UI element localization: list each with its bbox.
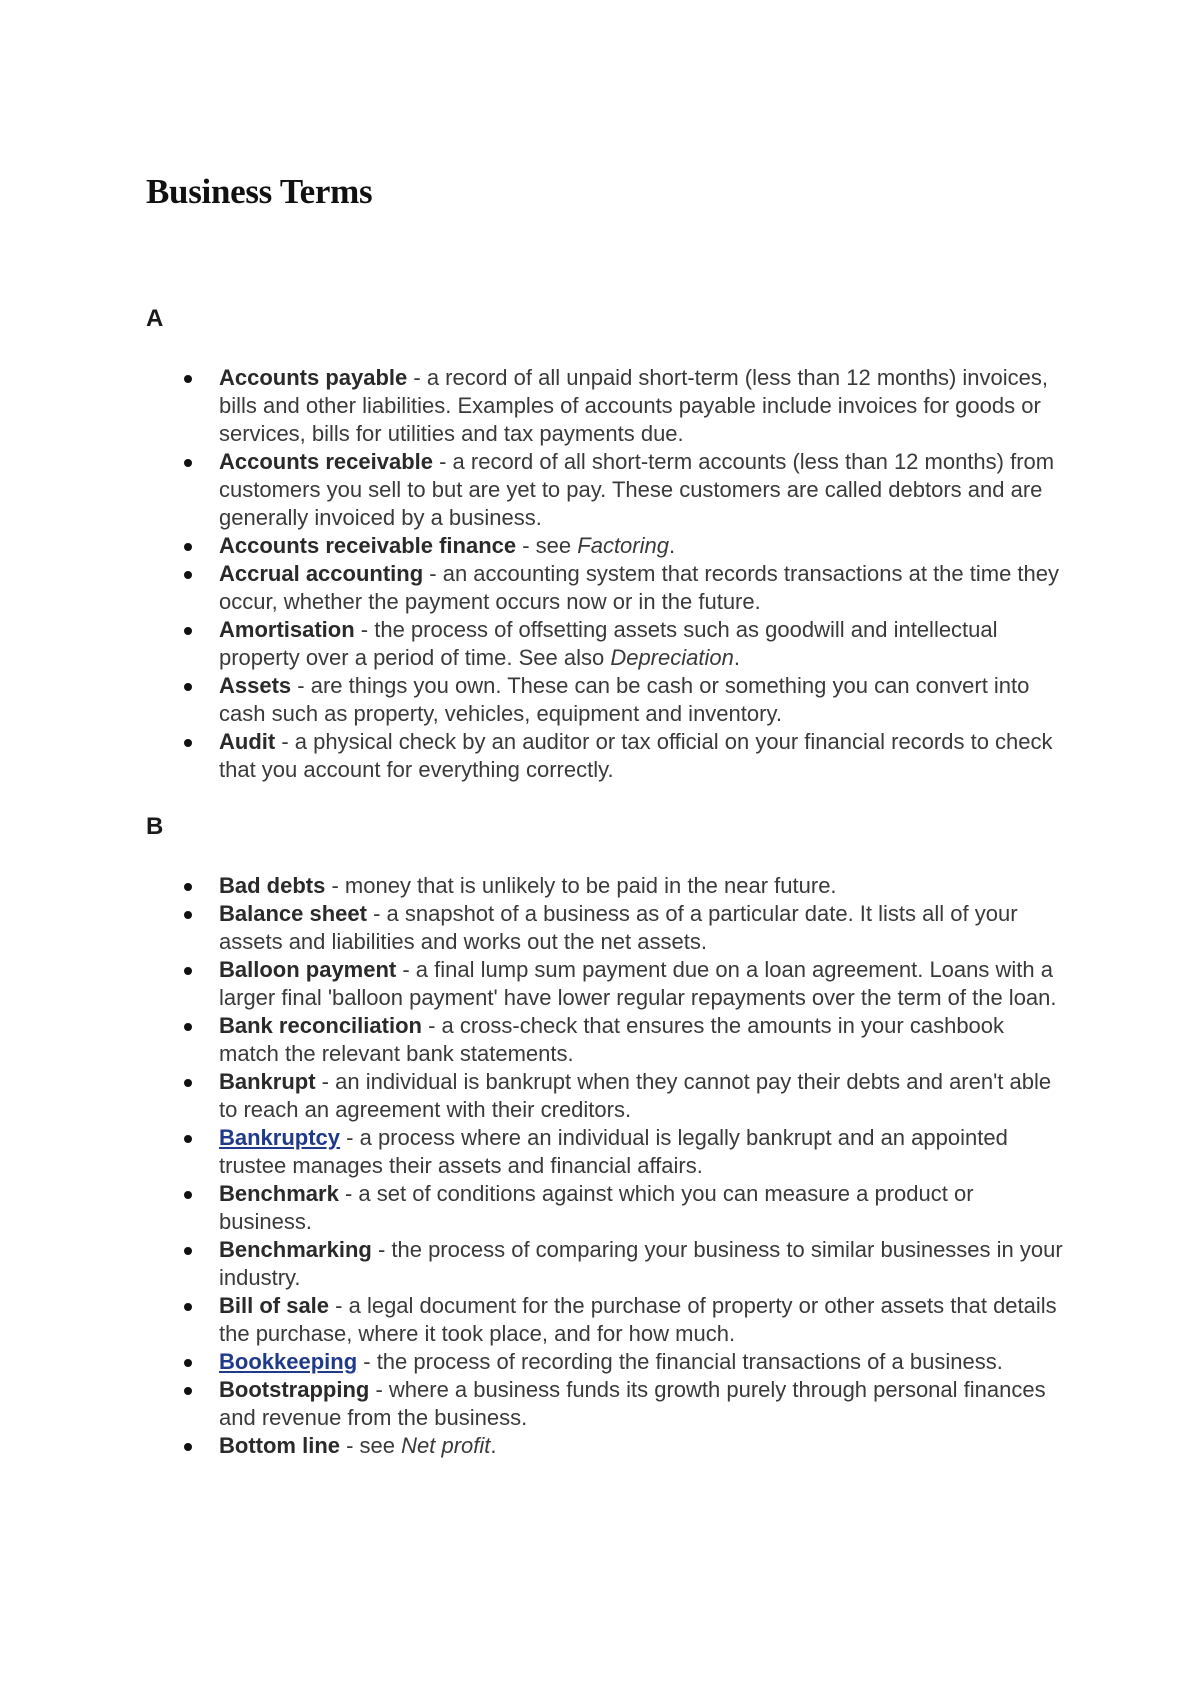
term-label: Bad debts (219, 873, 326, 898)
term-label: Assets (219, 673, 292, 698)
definition-suffix: . (668, 533, 676, 558)
term-label: Accounts receivable (219, 449, 433, 474)
term-definition: - a record of all short-term accounts (less than 12 months) from customers you sell to but are yet to pay. These customers are called debtors and are generally invoiced by a business. (219, 449, 1055, 530)
term-label: Bootstrapping (219, 1377, 370, 1402)
term-label: Balloon payment (219, 957, 397, 982)
term-definition: - an accounting system that records transactions at the time they occur, whether the payment occurs now or in the future. (219, 561, 1060, 614)
bullet-icon (184, 459, 192, 467)
term-label: Benchmarking (219, 1237, 372, 1262)
bullet-icon (184, 967, 192, 975)
bullet-icon (184, 1079, 192, 1087)
term-definition: - where a business funds its growth purely through personal finances and revenue from the business. (219, 1377, 1046, 1430)
glossary-item (146, 1348, 1066, 1376)
term-definition: - a physical check by an auditor or tax official on your financial records to check that you account for everything correctly. (219, 729, 1053, 782)
term-list-b (146, 872, 1066, 1460)
glossary-item (146, 872, 1066, 900)
glossary-item (146, 1068, 1066, 1124)
definition-suffix: . (490, 1433, 497, 1458)
glossary-item (146, 900, 1066, 956)
term-label: Bank reconciliation (219, 1013, 422, 1038)
term-label: Accounts payable (219, 365, 408, 390)
bullet-icon (184, 739, 192, 747)
glossary-item (146, 1012, 1066, 1068)
glossary-item (146, 616, 1066, 672)
glossary-item (146, 1180, 1066, 1236)
bullet-icon (184, 883, 192, 891)
cross-reference: Net profit (401, 1433, 491, 1458)
bullet-icon (184, 1387, 192, 1395)
section-heading-a: A (146, 305, 164, 332)
term-definition: - money that is unlikely to be paid in the near future. (325, 873, 837, 898)
term-label: Accounts receivable finance (219, 533, 517, 558)
term-definition: - a set of conditions against which you can measure a product or business. (219, 1181, 974, 1234)
term-definition: - the process of offsetting assets such as goodwill and intellectual property over a period of time. See also (219, 617, 998, 670)
bullet-icon (184, 1443, 192, 1451)
glossary-item (146, 1124, 1066, 1180)
bullet-icon (184, 1191, 192, 1199)
cross-reference: Factoring (577, 533, 669, 558)
bullet-icon (184, 1135, 192, 1143)
term-label: Bottom line (219, 1433, 340, 1458)
term-link[interactable]: Bankruptcy (219, 1125, 341, 1150)
glossary-item (146, 728, 1066, 784)
term-label: Bankrupt (219, 1069, 316, 1094)
definition-suffix: . (733, 645, 740, 670)
glossary-item (146, 364, 1066, 448)
term-definition: - a process where an individual is legally bankrupt and an appointed trustee manages their assets and financial affairs. (219, 1125, 1008, 1178)
term-definition: - the process of comparing your business to similar businesses in your industry. (219, 1237, 1063, 1290)
term-definition: - are things you own. These can be cash or something you can convert into cash such as property, vehicles, equipment and inventory. (219, 673, 1030, 726)
bullet-icon (184, 543, 192, 551)
bullet-icon (184, 375, 192, 383)
bullet-icon (184, 571, 192, 579)
bullet-icon (184, 1303, 192, 1311)
glossary-item (146, 532, 1066, 560)
term-definition: - a record of all unpaid short-term (less than 12 months) invoices, bills and other liabilities. Examples of accounts payable include invoices for goods or services, bills for utilities and tax payments due. (219, 365, 1049, 446)
term-definition: - a final lump sum payment due on a loan agreement. Loans with a larger final 'balloon payment' have lower regular repayments over the term of the loan. (219, 957, 1057, 1010)
bullet-icon (184, 1359, 192, 1367)
glossary-item (146, 1432, 1066, 1460)
document-title: Business Terms (146, 172, 373, 211)
term-label: Balance sheet (219, 901, 367, 926)
bullet-icon (184, 627, 192, 635)
glossary-item (146, 1292, 1066, 1348)
term-label: Benchmark (219, 1181, 339, 1206)
term-definition: - see (340, 1433, 402, 1458)
section-heading-b: B (146, 813, 164, 840)
cross-reference: Depreciation (610, 645, 734, 670)
term-label: Bill of sale (219, 1293, 330, 1318)
term-definition: - a legal document for the purchase of property or other assets that details the purchase, where it took place, and for how much. (219, 1293, 1057, 1346)
term-definition: - a snapshot of a business as of a particular date. It lists all of your assets and liabilities and works out the net assets. (219, 901, 1018, 954)
bullet-icon (184, 911, 192, 919)
term-definition: - see (516, 533, 578, 558)
term-definition: - a cross-check that ensures the amounts in your cashbook match the relevant bank statements. (219, 1013, 1005, 1066)
glossary-item (146, 1236, 1066, 1292)
term-definition: - an individual is bankrupt when they cannot pay their debts and aren't able to reach an agreement with their creditors. (219, 1069, 1052, 1122)
term-label: Amortisation (219, 617, 355, 642)
bullet-icon (184, 683, 192, 691)
glossary-item (146, 956, 1066, 1012)
glossary-item (146, 1376, 1066, 1432)
term-list-a (146, 364, 1066, 784)
bullet-icon (184, 1023, 192, 1031)
glossary-item (146, 448, 1066, 532)
bullet-icon (184, 1247, 192, 1255)
term-label: Audit (219, 729, 276, 754)
term-label: Accrual accounting (219, 561, 424, 586)
term-definition: - the process of recording the financial transactions of a business. (357, 1349, 1003, 1374)
glossary-item (146, 560, 1066, 616)
term-link[interactable]: Bookkeeping (219, 1349, 358, 1374)
glossary-item (146, 672, 1066, 728)
